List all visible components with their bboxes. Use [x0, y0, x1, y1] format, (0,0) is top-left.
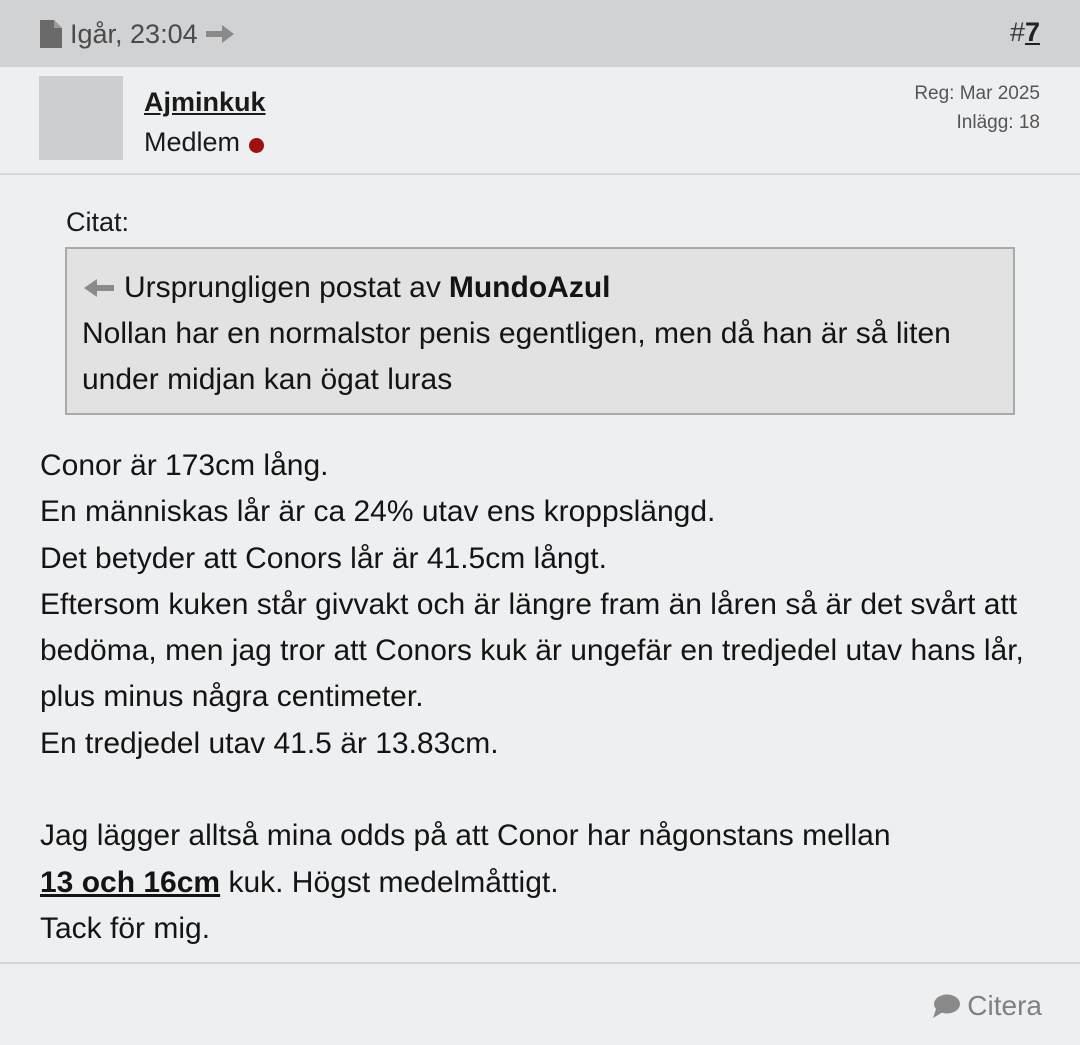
- file-icon: [38, 19, 64, 49]
- quote-author: MundoAzul: [448, 271, 611, 304]
- online-status-icon: [249, 138, 264, 153]
- quote-text: Nollan har en normalstor penis egentligen, men då han är så liten under midjan kan ögat luras: [82, 317, 951, 396]
- quote-prefix: Ursprungligen postat av: [124, 271, 441, 304]
- odds-text-start: Jag lägger alltså mina odds på att Conor har någonstans mellan: [40, 819, 891, 853]
- user-reg-date: Reg: Mar 2025: [914, 83, 1040, 104]
- post-number: [1010, 17, 1040, 48]
- speech-bubble-icon: [931, 993, 961, 1019]
- body-line: En tredjedel utav 41.5 är 13.83cm.: [40, 726, 499, 760]
- quote-box: [65, 247, 1015, 415]
- post-header: [0, 0, 1080, 67]
- quote-header: [82, 267, 999, 309]
- user-title-text: Medlem: [144, 127, 241, 157]
- body-line: Eftersom kuken står givvakt och är längre fram än låren så är det svårt att bedöma, men jag tror att Conors kuk är ungefär en tredjedel utav hans lår, plus minus några centimeter.: [40, 587, 1024, 714]
- post-date-group: [38, 17, 236, 51]
- user-title: [144, 127, 264, 158]
- quote-button-label: Citera: [967, 990, 1042, 1021]
- quote-label: Citat:: [66, 207, 130, 237]
- body-line: En människas lår är ca 24% utav ens kroppslängd.: [40, 495, 716, 529]
- footer-divider: [0, 962, 1080, 964]
- post-number-hash: #: [1009, 17, 1025, 47]
- username-link[interactable]: Ajminkuk: [144, 87, 266, 117]
- paragraph-spacer: [40, 767, 1050, 813]
- body-closing: Tack för mig.: [40, 911, 211, 945]
- arrow-left-icon[interactable]: [82, 276, 116, 300]
- odds-range: 13 och 16cm: [40, 865, 221, 899]
- body-line: Conor är 173cm lång.: [40, 449, 329, 482]
- avatar[interactable]: [39, 76, 123, 160]
- post-body: [40, 443, 1050, 952]
- arrow-right-icon[interactable]: [204, 22, 236, 46]
- user-stats: [914, 79, 1040, 137]
- body-line: Det betyder att Conors lår är 41.5cm långt.: [40, 541, 607, 575]
- user-post-count: Inlägg: 18: [956, 112, 1040, 133]
- odds-text-end: kuk. Högst medelmåttigt.: [220, 865, 559, 899]
- user-info-row: [0, 67, 1080, 175]
- body-paragraph-odds: [40, 813, 1050, 906]
- quote-button[interactable]: [931, 990, 1042, 1022]
- post-number-link[interactable]: 7: [1024, 17, 1040, 47]
- post-date: Igår, 23:04: [70, 18, 198, 49]
